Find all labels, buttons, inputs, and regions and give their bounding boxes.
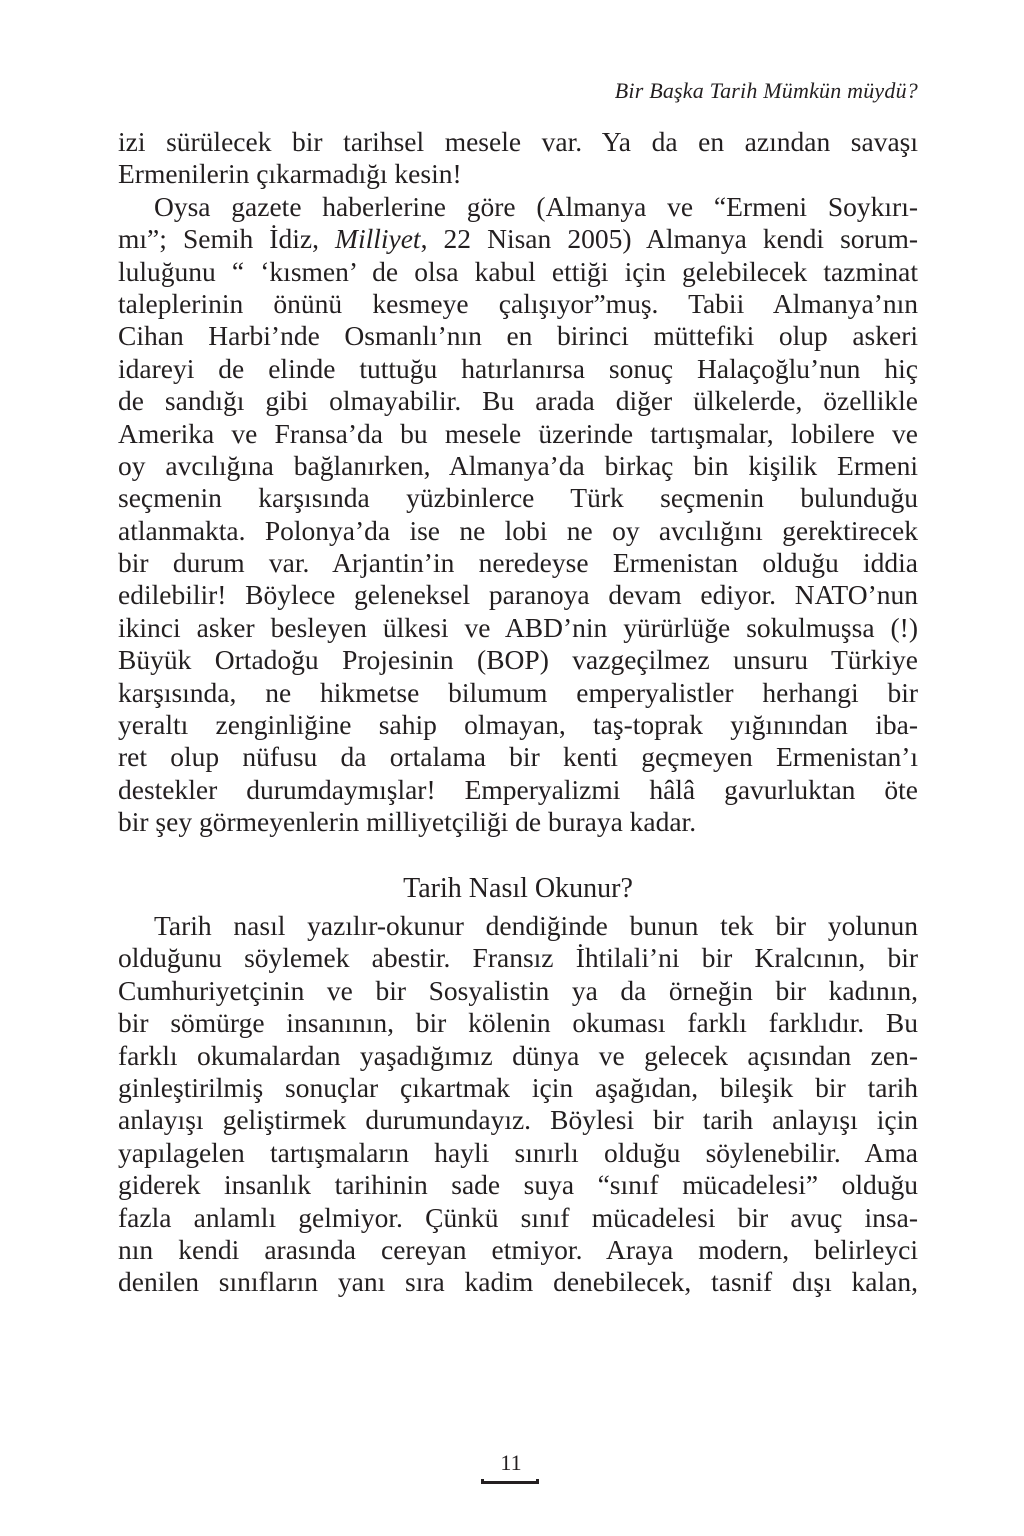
text-line: destekler durumdaymışlar! Emperyalizmi hâlâ gavurluktan öte	[118, 773, 918, 805]
text-line: farklı okumalardan yaşadığımız dünya ve gelecek açısından zen-	[118, 1039, 918, 1071]
text-line: luluğunu “ ‘kısmen’ de olsa kabul ettiği için gelebilecek tazminat	[118, 255, 918, 287]
text-line: taleplerinin önünü kesmeye çalışıyor”muş. Tabii Almanya’nın	[118, 287, 918, 319]
text-line: atlanmakta. Polonya’da ise ne lobi ne oy avcılığını gerektirecek	[118, 514, 918, 546]
text-line: anlayışı geliştirmek durumundayız. Böylesi bir tarih anlayışı için	[118, 1104, 918, 1136]
text-line: ret olup nüfusu da ortalama bir kenti geçmeyen Ermenistan’ı	[118, 741, 918, 773]
text-line: giderek insanlık tarihinin sade suya “sınıf mücadelesi” olduğu	[118, 1169, 918, 1201]
text-line: olduğunu söylemek abestir. Fransız İhtilali’ni bir Kralcının, bir	[118, 942, 918, 974]
text-line: fazla anlamlı gelmiyor. Çünkü sınıf mücadelesi bir avuç insa-	[118, 1201, 918, 1233]
text-line: ikinci asker besleyen ülkesi ve ABD’nin yürürlüğe sokulmuşsa (!)	[118, 611, 918, 643]
text-line: idareyi de elinde tuttuğu hatırlanırsa sonuç Halaçoğlu’nun hiç	[118, 352, 918, 384]
text-run: , 22 Nisan 2005) Almanya kendi sorum-	[420, 223, 918, 255]
text-line: Cihan Harbi’nde Osmanlı’nın en birinci müttefiki olup askeri	[118, 320, 918, 352]
text-line: bir şey görmeyenlerin milliyetçiliği de buraya kadar.	[118, 806, 697, 838]
text-line: yeraltı zenginliğine sahip olmayan, taş-toprak yığınından iba-	[118, 709, 918, 741]
text-line: karşısında, ne hikmetse bilumum emperyalistler herhangi bir	[118, 676, 918, 708]
text-line: de sandığı gibi olmayabilir. Bu arada diğer ülkelerde, özellikle	[118, 385, 918, 417]
running-head: Bir Başka Tarih Mümkün müydü?	[614, 78, 918, 103]
text-line: denilen sınıfların yanı sıra kadim denebilecek, tasnif dışı kalan,	[118, 1266, 918, 1298]
text-line: Ermenilerin çıkarmadığı kesin!	[118, 158, 462, 190]
text-line: Büyük Ortadoğu Projesinin (BOP) vazgeçilmez unsuru Türkiye	[118, 644, 918, 676]
text-line: seçmenin karşısında yüzbinlerce Türk seçmenin bulunduğu	[118, 482, 918, 514]
text-line: Oysa gazete haberlerine göre (Almanya ve “Ermeni Soykırı-	[154, 190, 918, 222]
page-number-bracket	[481, 1479, 539, 1484]
page-number: 11	[500, 1450, 522, 1475]
text-line: Amerika ve Fransa’da bu mesele üzerinde tartışmalar, lobilere ve	[118, 417, 918, 449]
text-line: edilebilir! Böylece geleneksel paranoya devam ediyor. NATO’nun	[118, 579, 918, 611]
text-line: nın kendi arasında cereyan etmiyor. Araya modern, belirleyci	[118, 1233, 918, 1265]
text-line: bir durum var. Arjantin’in neredeyse Ermenistan olduğu iddia	[118, 547, 918, 579]
text-line: oy avcılığına bağlanırken, Almanya’da birkaç bin kişilik Ermeni	[118, 449, 918, 481]
section-heading: Tarih Nasıl Okunur?	[403, 872, 633, 904]
text-line: ginleştirilmiş sonuçlar çıkartmak için aşağıdan, bileşik bir tarih	[118, 1071, 918, 1103]
text-line: Cumhuriyetçinin ve bir Sosyalistin ya da örneğin bir kadının,	[118, 974, 918, 1006]
text-line: yapılagelen tartışmaların hayli sınırlı olduğu söylenebilir. Ama	[118, 1136, 918, 1168]
body-text	[118, 126, 918, 1299]
text-run: mı”; Semih İdiz,	[118, 223, 336, 255]
newspaper-title: Milliyet	[335, 223, 421, 255]
text-line: izi sürülecek bir tarihsel mesele var. Ya da en azından savaşı	[118, 126, 918, 157]
text-line-with-italic	[118, 223, 918, 255]
text-line: bir sömürge insanının, bir kölenin okuması farklı farklıdır. Bu	[118, 1007, 918, 1039]
text-line: Tarih nasıl yazılır-okunur dendiğinde bunun tek bir yolunun	[154, 909, 918, 941]
